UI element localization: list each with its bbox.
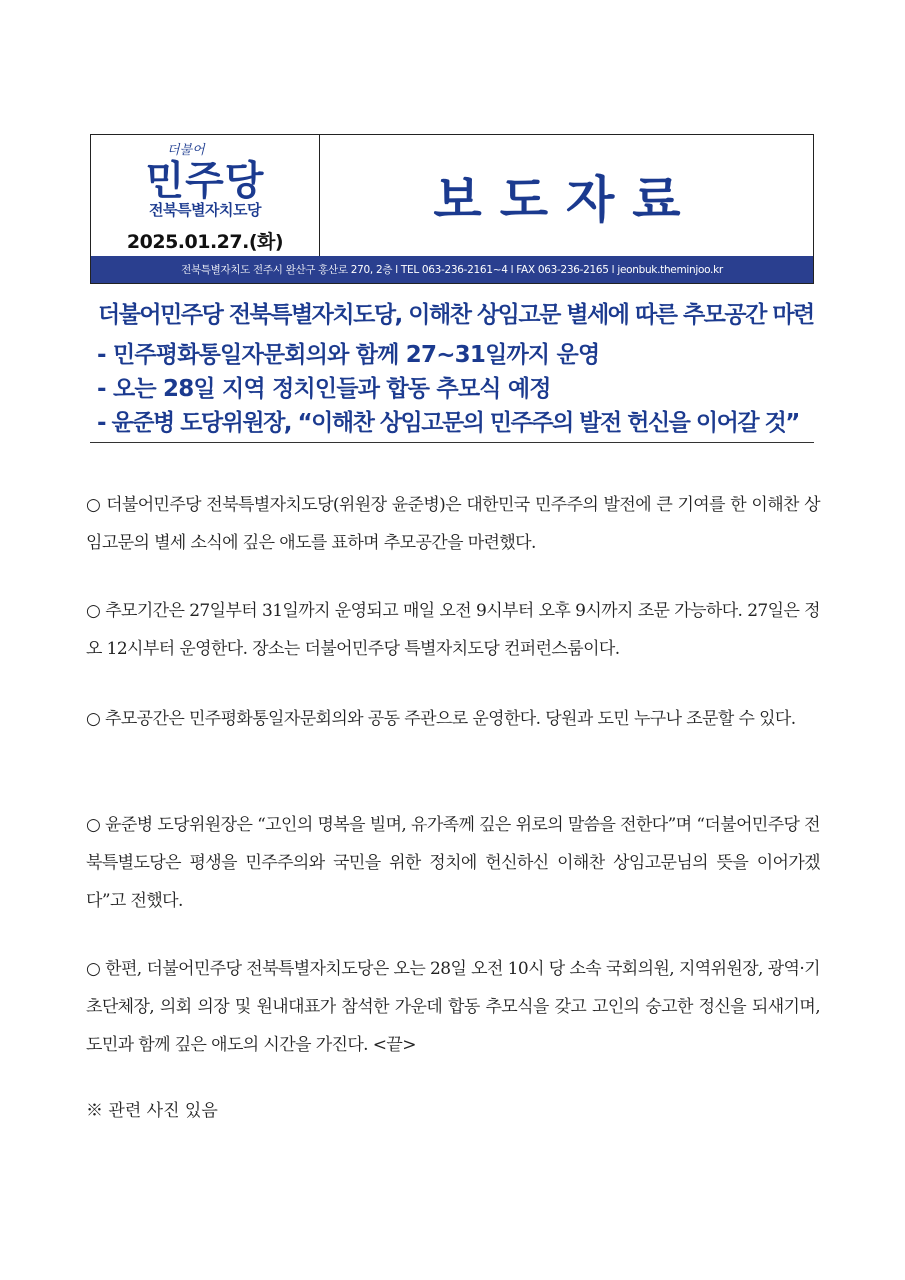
photo-note: ※ 관련 사진 있음	[86, 1101, 218, 1121]
body-paragraph: ○ 한편, 더불어민주당 전북특별자치도당은 오는 28일 오전 10시 당 소속 국회의원, 지역위원장, 광역·기초단체장, 의회 의장 및 원내대표가 참석한 가운데 합동 추모식을 갖고 고인의 숭고한 정신을 되새기며, 도민과 함께 깊은 애도의 시간을 가진다. <끝>	[86, 959, 820, 1055]
divider	[90, 442, 814, 443]
press-release-header	[90, 134, 814, 284]
subheadline: - 윤준병 도당위원장, “이해찬 상임고문의 민주주의 발전 헌신을 이어갈 것”	[97, 410, 799, 436]
logo-main-text: 민주당	[145, 158, 265, 204]
subheadline: - 민주평화통일자문회의와 함께 27~31일까지 운영	[97, 342, 600, 368]
body-paragraph: ○ 추모기간은 27일부터 31일까지 운영되고 매일 오전 9시부터 오후 9시까지 조문 가능하다. 27일은 정오 12시부터 운영한다. 장소는 더불어민주당 특별자치도당 컨퍼런스룸이다.	[86, 601, 820, 659]
logo-sub-text: 전북특별자치도당	[149, 201, 261, 219]
title-cell	[319, 135, 813, 256]
logo-small-text: 더불어	[167, 143, 205, 158]
party-logo	[91, 135, 320, 256]
headline: 더불어민주당 전북특별자치도당, 이해찬 상임고문 별세에 따른 추모공간 마련	[98, 302, 814, 328]
body-paragraph: ○ 더불어민주당 전북특별자치도당(위원장 윤준병)은 대한민국 민주주의 발전에 큰 기여를 한 이해찬 상임고문의 별세 소식에 깊은 애도를 표하며 추모공간을 마련했다.	[86, 495, 820, 553]
body-paragraph: ○ 윤준병 도당위원장은 “고인의 명복을 빌며, 유가족께 깊은 위로의 말씀을 전한다”며 “더불어민주당 전북특별도당은 평생을 민주주의와 국민을 위한 정치에 헌신하신 이해찬 상임고문님의 뜻을 이어가겠다”고 전했다.	[86, 815, 820, 911]
contact-bar: 전북특별자치도 전주시 완산구 홍산로 270, 2층 l TEL 063-236-2161~4 l FAX 063-236-2165 l jeonbuk.theminjoo.kr	[91, 256, 813, 283]
release-date: 2025.01.27.(화)	[126, 231, 284, 253]
body-paragraph: ○ 추모공간은 민주평화통일자문회의와 공동 주관으로 운영한다. 당원과 도민 누구나 조문할 수 있다.	[86, 709, 796, 729]
subheadline: - 오는 28일 지역 정치인들과 합동 추모식 예정	[97, 376, 551, 402]
document-type-title: 보도자료	[433, 170, 699, 229]
